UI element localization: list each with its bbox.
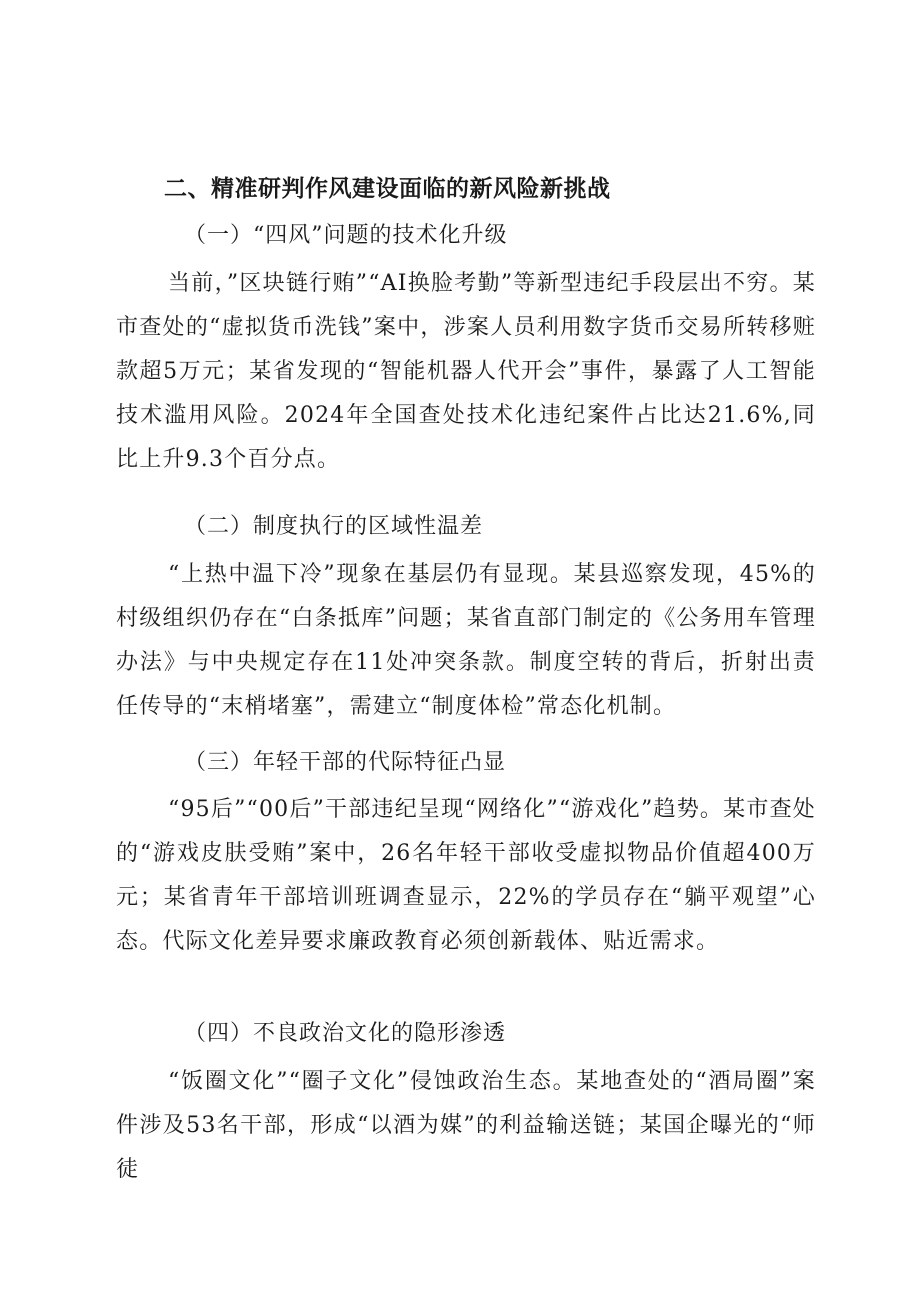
subsection-title-1: （一）“四风”问题的技术化升级 (184, 223, 508, 248)
subsection-title-4: （四）不良政治文化的隐形渗透 (184, 1021, 507, 1046)
paragraph-4: “饭圈文化”“圈子文化”侵蚀政治生态。某地查处的“酒局圈”案件涉及53名干部，形成“以酒为媒”的利益输送链；某国企曝光的“师徒 (116, 1069, 816, 1182)
paragraph-1: 当前，”区块链行贿”“AI换脸考勤”等新型违纪手段层出不穷。某市查处的“虚拟货币洗钱”案中，涉案人员利用数字货币交易所转移赃款超5万元；某省发现的“智能机器人代开会”事件，暴露了人工智能技术滥用风险。2024年全国查处技术化违纪案件占比达21.6%,同比上升9.3个百分点。 (116, 271, 816, 472)
subsection-title-3: （三）年轻干部的代际特征凸显 (184, 750, 507, 775)
paragraph-3: “95后”“00后”干部违纪呈现“网络化”“游戏化”趋势。某市查处的“游戏皮肤受贿”案中，26名年轻干部收受虚拟物品价值超400万元；某省青年干部培训班调查显示，22%的学员存在“躺平观望”心态。代际文化差异要求廉政教育必须创新载体、贴近需求。 (116, 797, 816, 954)
paragraph-2: “上热中温下冷”现象在基层仍有显现。某县巡察发现，45%的村级组织仍存在“白条抵库”问题；某省直部门制定的《公务用车管理办法》与中央规定存在11处冲突条款。制度空转的背后，折射出责任传导的“末梢堵塞”，需建立“制度体检”常态化机制。 (116, 562, 816, 719)
section-heading: 二、精准研判作风建设面临的新风险新挑战 (164, 176, 611, 202)
subsection-title-2: （二）制度执行的区域性温差 (184, 514, 484, 539)
